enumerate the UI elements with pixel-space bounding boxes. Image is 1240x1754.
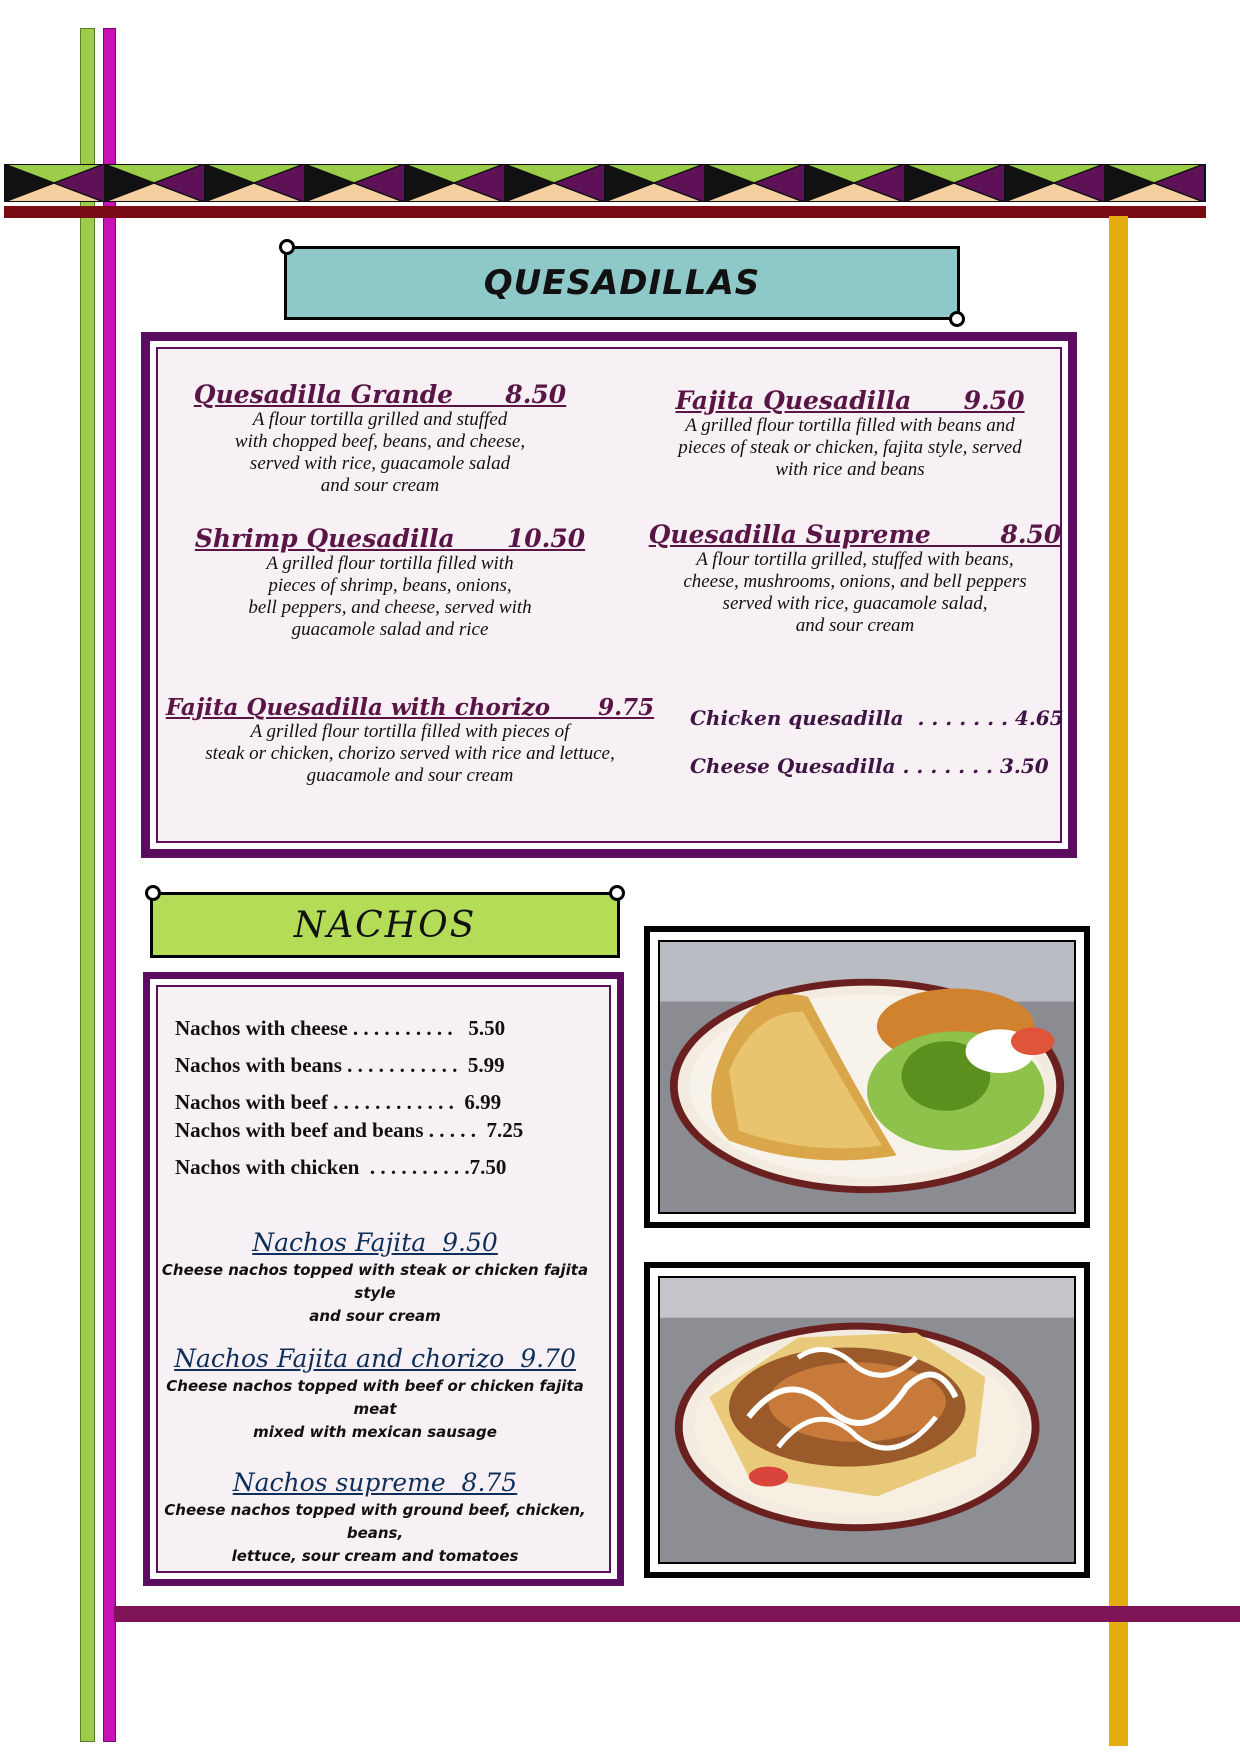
nachos-special-supreme [160,1468,590,1568]
menu-item-chicken-quesadilla: Chicken quesadilla . . . . . . . 4.65 [690,706,1064,730]
special-description: Cheese nachos topped with beef or chicken fajita meat mixed with mexican sausage [166,1377,584,1441]
item-name: Fajita Quesadilla with chorizo 9.75 [165,694,655,721]
nachos-special-fajita [160,1228,590,1328]
nachos-title: NACHOS [293,904,477,946]
item-description: A grilled flour tortilla filled with pieces of shrimp, beans, onions, bell peppers, and cheese, served with guacamole salad and rice [248,553,532,640]
menu-item-cheese-quesadilla: Cheese Quesadilla . . . . . . . 3.50 [690,754,1049,778]
special-name: Nachos Fajita and chorizo 9.70 [174,1344,576,1373]
nachos-list-item: Nachos with chicken . . . . . . . . . .7.50 [175,1155,507,1179]
nachos-list-item: Nachos with beans . . . . . . . . . . . 5.99 [175,1053,505,1077]
menu-item-fajita-quesadilla-chorizo [160,694,660,787]
nachos-plate-image [660,1278,1074,1562]
menu-item-quesadilla-supreme [640,520,1070,637]
quesadilla-plate-image [660,942,1074,1212]
nachos-special-fajita-chorizo [160,1344,590,1444]
menu-item-quesadilla-grande [180,380,580,497]
special-name: Nachos Fajita 9.50 [252,1228,498,1257]
scroll-curl-icon [949,311,965,327]
diamond-pattern-border [4,164,1206,202]
item-description: A flour tortilla grilled, stuffed with beans, cheese, mushrooms, onions, and bell peppers served with rice, guacamole salad, and sour cream [683,549,1027,636]
nachos-banner [150,892,620,958]
special-name: Nachos supreme 8.75 [232,1468,518,1497]
menu-item-shrimp-quesadilla [180,524,600,641]
item-name: Shrimp Quesadilla 10.50 [194,524,586,553]
nachos-list-item: Nachos with cheese . . . . . . . . . . 5.50 [175,1016,506,1040]
photo-quesadilla-plate [644,926,1090,1228]
item-name: Quesadilla Supreme 8.50 [648,520,1062,549]
purple-horizontal-bar [114,1606,1240,1622]
nachos-list-item: Nachos with beef . . . . . . . . . . . . 6.99 [175,1090,502,1114]
scroll-curl-icon [609,885,625,901]
green-vertical-bar [80,28,95,1742]
menu-item-fajita-quesadilla [640,386,1060,481]
special-description: Cheese nachos topped with steak or chicken fajita style and sour cream [161,1261,589,1325]
photo-nachos-plate [644,1262,1090,1578]
quesadillas-banner [284,246,960,320]
item-description: A flour tortilla grilled and stuffed with chopped beef, beans, and cheese, served with rice, guacamole salad and sour cream [234,409,526,496]
magenta-vertical-bar [103,28,116,1742]
special-description: Cheese nachos topped with ground beef, chicken, beans, lettuce, sour cream and tomatoes [164,1501,586,1565]
gold-vertical-bar [1109,216,1128,1746]
maroon-horizontal-bar [4,206,1206,218]
scroll-curl-icon [279,239,295,255]
item-description: A grilled flour tortilla filled with pieces of steak or chicken, chorizo served with rice and lettuce, guacamole and sour cream [205,721,615,786]
scroll-curl-icon [145,885,161,901]
quesadillas-title: QUESADILLAS [483,263,761,303]
item-name: Fajita Quesadilla 9.50 [675,386,1025,415]
item-description: A grilled flour tortilla filled with beans and pieces of steak or chicken, fajita style, served with rice and beans [678,415,1022,480]
item-name: Quesadilla Grande 8.50 [193,380,567,409]
nachos-list-item: Nachos with beef and beans . . . . . 7.25 [175,1118,524,1142]
